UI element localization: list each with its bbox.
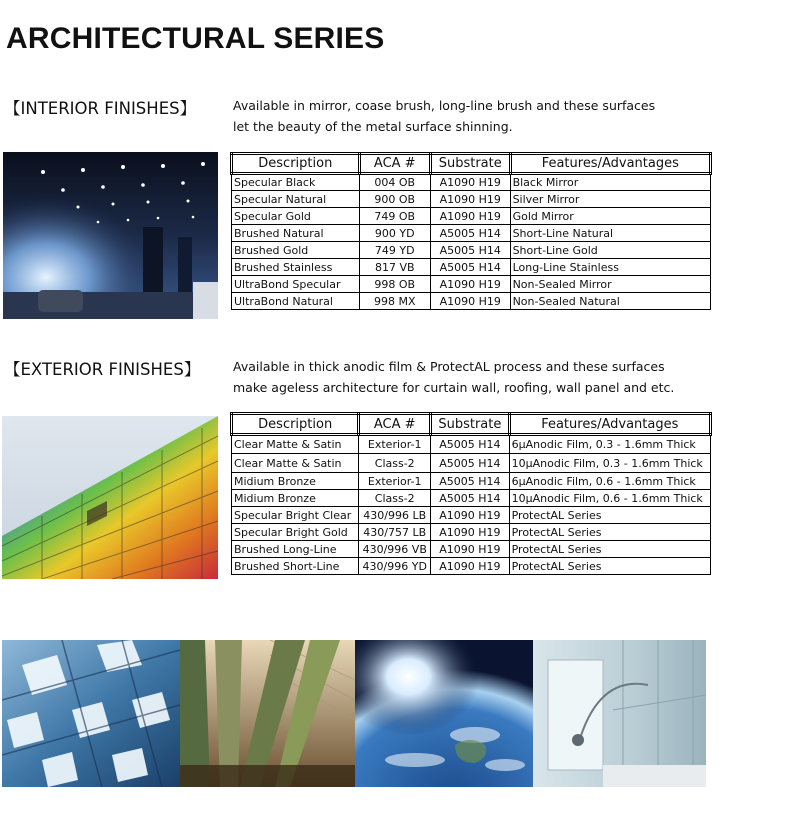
interior-table-header <box>232 154 711 174</box>
table-row <box>232 454 711 473</box>
col-substrate: Substrate <box>430 154 510 174</box>
cell-aca: 430/996 LB <box>359 507 431 524</box>
exterior-table <box>230 412 712 575</box>
strip-earth-photo <box>355 640 533 787</box>
cell-features: Black Mirror <box>510 174 710 191</box>
exterior-desc-line2: make ageless architecture for curtain wall, roofing, wall panel and etc. <box>233 380 675 395</box>
cell-features: Gold Mirror <box>510 208 710 225</box>
cell-description: UltraBond Specular <box>232 276 360 293</box>
cell-features: Short-Line Natural <box>510 225 710 242</box>
cell-substrate: A1090 H19 <box>431 541 510 558</box>
table-row <box>232 208 711 225</box>
cell-features: 10μAnodic Film, 0.6 - 1.6mm Thick <box>509 490 710 507</box>
cell-substrate: A1090 H19 <box>430 276 510 293</box>
cell-description: Brushed Natural <box>232 225 360 242</box>
interior-table <box>230 152 712 310</box>
cell-description: Clear Matte & Satin <box>232 454 359 473</box>
interior-heading: 【INTERIOR FINISHES】 <box>4 99 197 118</box>
col-aca: ACA # <box>359 414 431 435</box>
cell-substrate: A5005 H14 <box>431 435 510 454</box>
col-description: Description <box>232 414 359 435</box>
cell-aca: 430/996 YD <box>359 558 431 575</box>
cell-description: Specular Natural <box>232 191 360 208</box>
exterior-description <box>233 356 674 398</box>
cell-description: Specular Black <box>232 174 360 191</box>
cell-aca: 004 OB <box>359 174 430 191</box>
table-row <box>232 259 711 276</box>
table-row <box>232 276 711 293</box>
cell-substrate: A1090 H19 <box>430 174 510 191</box>
cell-description: Midium Bronze <box>232 490 359 507</box>
cell-features: 6μAnodic Film, 0.3 - 1.6mm Thick <box>509 435 710 454</box>
cell-substrate: A1090 H19 <box>431 524 510 541</box>
exterior-heading: 【EXTERIOR FINISHES】 <box>4 360 201 379</box>
cell-features: ProtectAL Series <box>509 558 710 575</box>
cell-description: Specular Gold <box>232 208 360 225</box>
cell-features: Silver Mirror <box>510 191 710 208</box>
col-features: Features/Advantages <box>509 414 710 435</box>
interior-desc-line1: Available in mirror, coase brush, long-line brush and these surfaces <box>233 98 656 113</box>
interior-desc-line2: let the beauty of the metal surface shinning. <box>233 119 513 134</box>
page-title: ARCHITECTURAL SERIES <box>6 22 385 55</box>
col-features: Features/Advantages <box>510 154 710 174</box>
cell-substrate: A5005 H14 <box>431 490 510 507</box>
col-description: Description <box>232 154 360 174</box>
cell-features: Non-Sealed Mirror <box>510 276 710 293</box>
cell-features: Long-Line Stainless <box>510 259 710 276</box>
cell-substrate: A5005 H14 <box>430 225 510 242</box>
exterior-table-header <box>232 414 711 435</box>
cell-aca: 900 YD <box>359 225 430 242</box>
cell-substrate: A5005 H14 <box>431 473 510 490</box>
cell-aca: 817 VB <box>359 259 430 276</box>
strip-terminal-photo <box>180 640 355 787</box>
table-row <box>232 473 711 490</box>
table-row <box>232 293 711 310</box>
cell-description: Brushed Long-Line <box>232 541 359 558</box>
cell-aca: 430/757 LB <box>359 524 431 541</box>
col-aca: ACA # <box>359 154 430 174</box>
table-row <box>232 435 711 454</box>
cell-features: ProtectAL Series <box>509 507 710 524</box>
cell-description: UltraBond Natural <box>232 293 360 310</box>
cell-description: Brushed Stainless <box>232 259 360 276</box>
cell-aca: Exterior-1 <box>359 435 431 454</box>
exterior-facade-photo <box>2 416 218 579</box>
cell-aca: Class-2 <box>359 454 431 473</box>
table-row <box>232 242 711 259</box>
table-row <box>232 225 711 242</box>
cell-features: Non-Sealed Natural <box>510 293 710 310</box>
table-row <box>232 490 711 507</box>
cell-aca: 430/996 VB <box>359 541 431 558</box>
cell-substrate: A1090 H19 <box>431 507 510 524</box>
cell-features: ProtectAL Series <box>509 541 710 558</box>
cell-aca: 998 OB <box>359 276 430 293</box>
cell-aca: 998 MX <box>359 293 430 310</box>
cell-features: 10μAnodic Film, 0.3 - 1.6mm Thick <box>509 454 710 473</box>
cell-aca: 749 OB <box>359 208 430 225</box>
strip-interior-photo <box>533 640 706 787</box>
table-row <box>232 558 711 575</box>
cell-description: Midium Bronze <box>232 473 359 490</box>
cell-substrate: A5005 H14 <box>430 242 510 259</box>
cell-description: Clear Matte & Satin <box>232 435 359 454</box>
cell-substrate: A5005 H14 <box>430 259 510 276</box>
cell-features: 6μAnodic Film, 0.6 - 1.6mm Thick <box>509 473 710 490</box>
table-row <box>232 541 711 558</box>
col-substrate: Substrate <box>431 414 510 435</box>
cell-features: ProtectAL Series <box>509 524 710 541</box>
cell-aca: 749 YD <box>359 242 430 259</box>
cell-aca: Class-2 <box>359 490 431 507</box>
interior-lobby-photo <box>3 152 218 319</box>
cell-substrate: A1090 H19 <box>430 293 510 310</box>
table-row <box>232 524 711 541</box>
cell-description: Brushed Gold <box>232 242 360 259</box>
exterior-desc-line1: Available in thick anodic film & ProtectAL process and these surfaces <box>233 359 665 374</box>
cell-aca: 900 OB <box>359 191 430 208</box>
table-row <box>232 507 711 524</box>
cell-description: Specular Bright Gold <box>232 524 359 541</box>
cell-description: Brushed Short-Line <box>232 558 359 575</box>
interior-description <box>233 95 655 137</box>
cell-features: Short-Line Gold <box>510 242 710 259</box>
cell-aca: Exterior-1 <box>359 473 431 490</box>
strip-ceiling-photo <box>2 640 180 787</box>
cell-substrate: A1090 H19 <box>431 558 510 575</box>
cell-substrate: A1090 H19 <box>430 191 510 208</box>
cell-substrate: A5005 H14 <box>431 454 510 473</box>
cell-description: Specular Bright Clear <box>232 507 359 524</box>
table-row <box>232 191 711 208</box>
cell-substrate: A1090 H19 <box>430 208 510 225</box>
table-row <box>232 174 711 191</box>
